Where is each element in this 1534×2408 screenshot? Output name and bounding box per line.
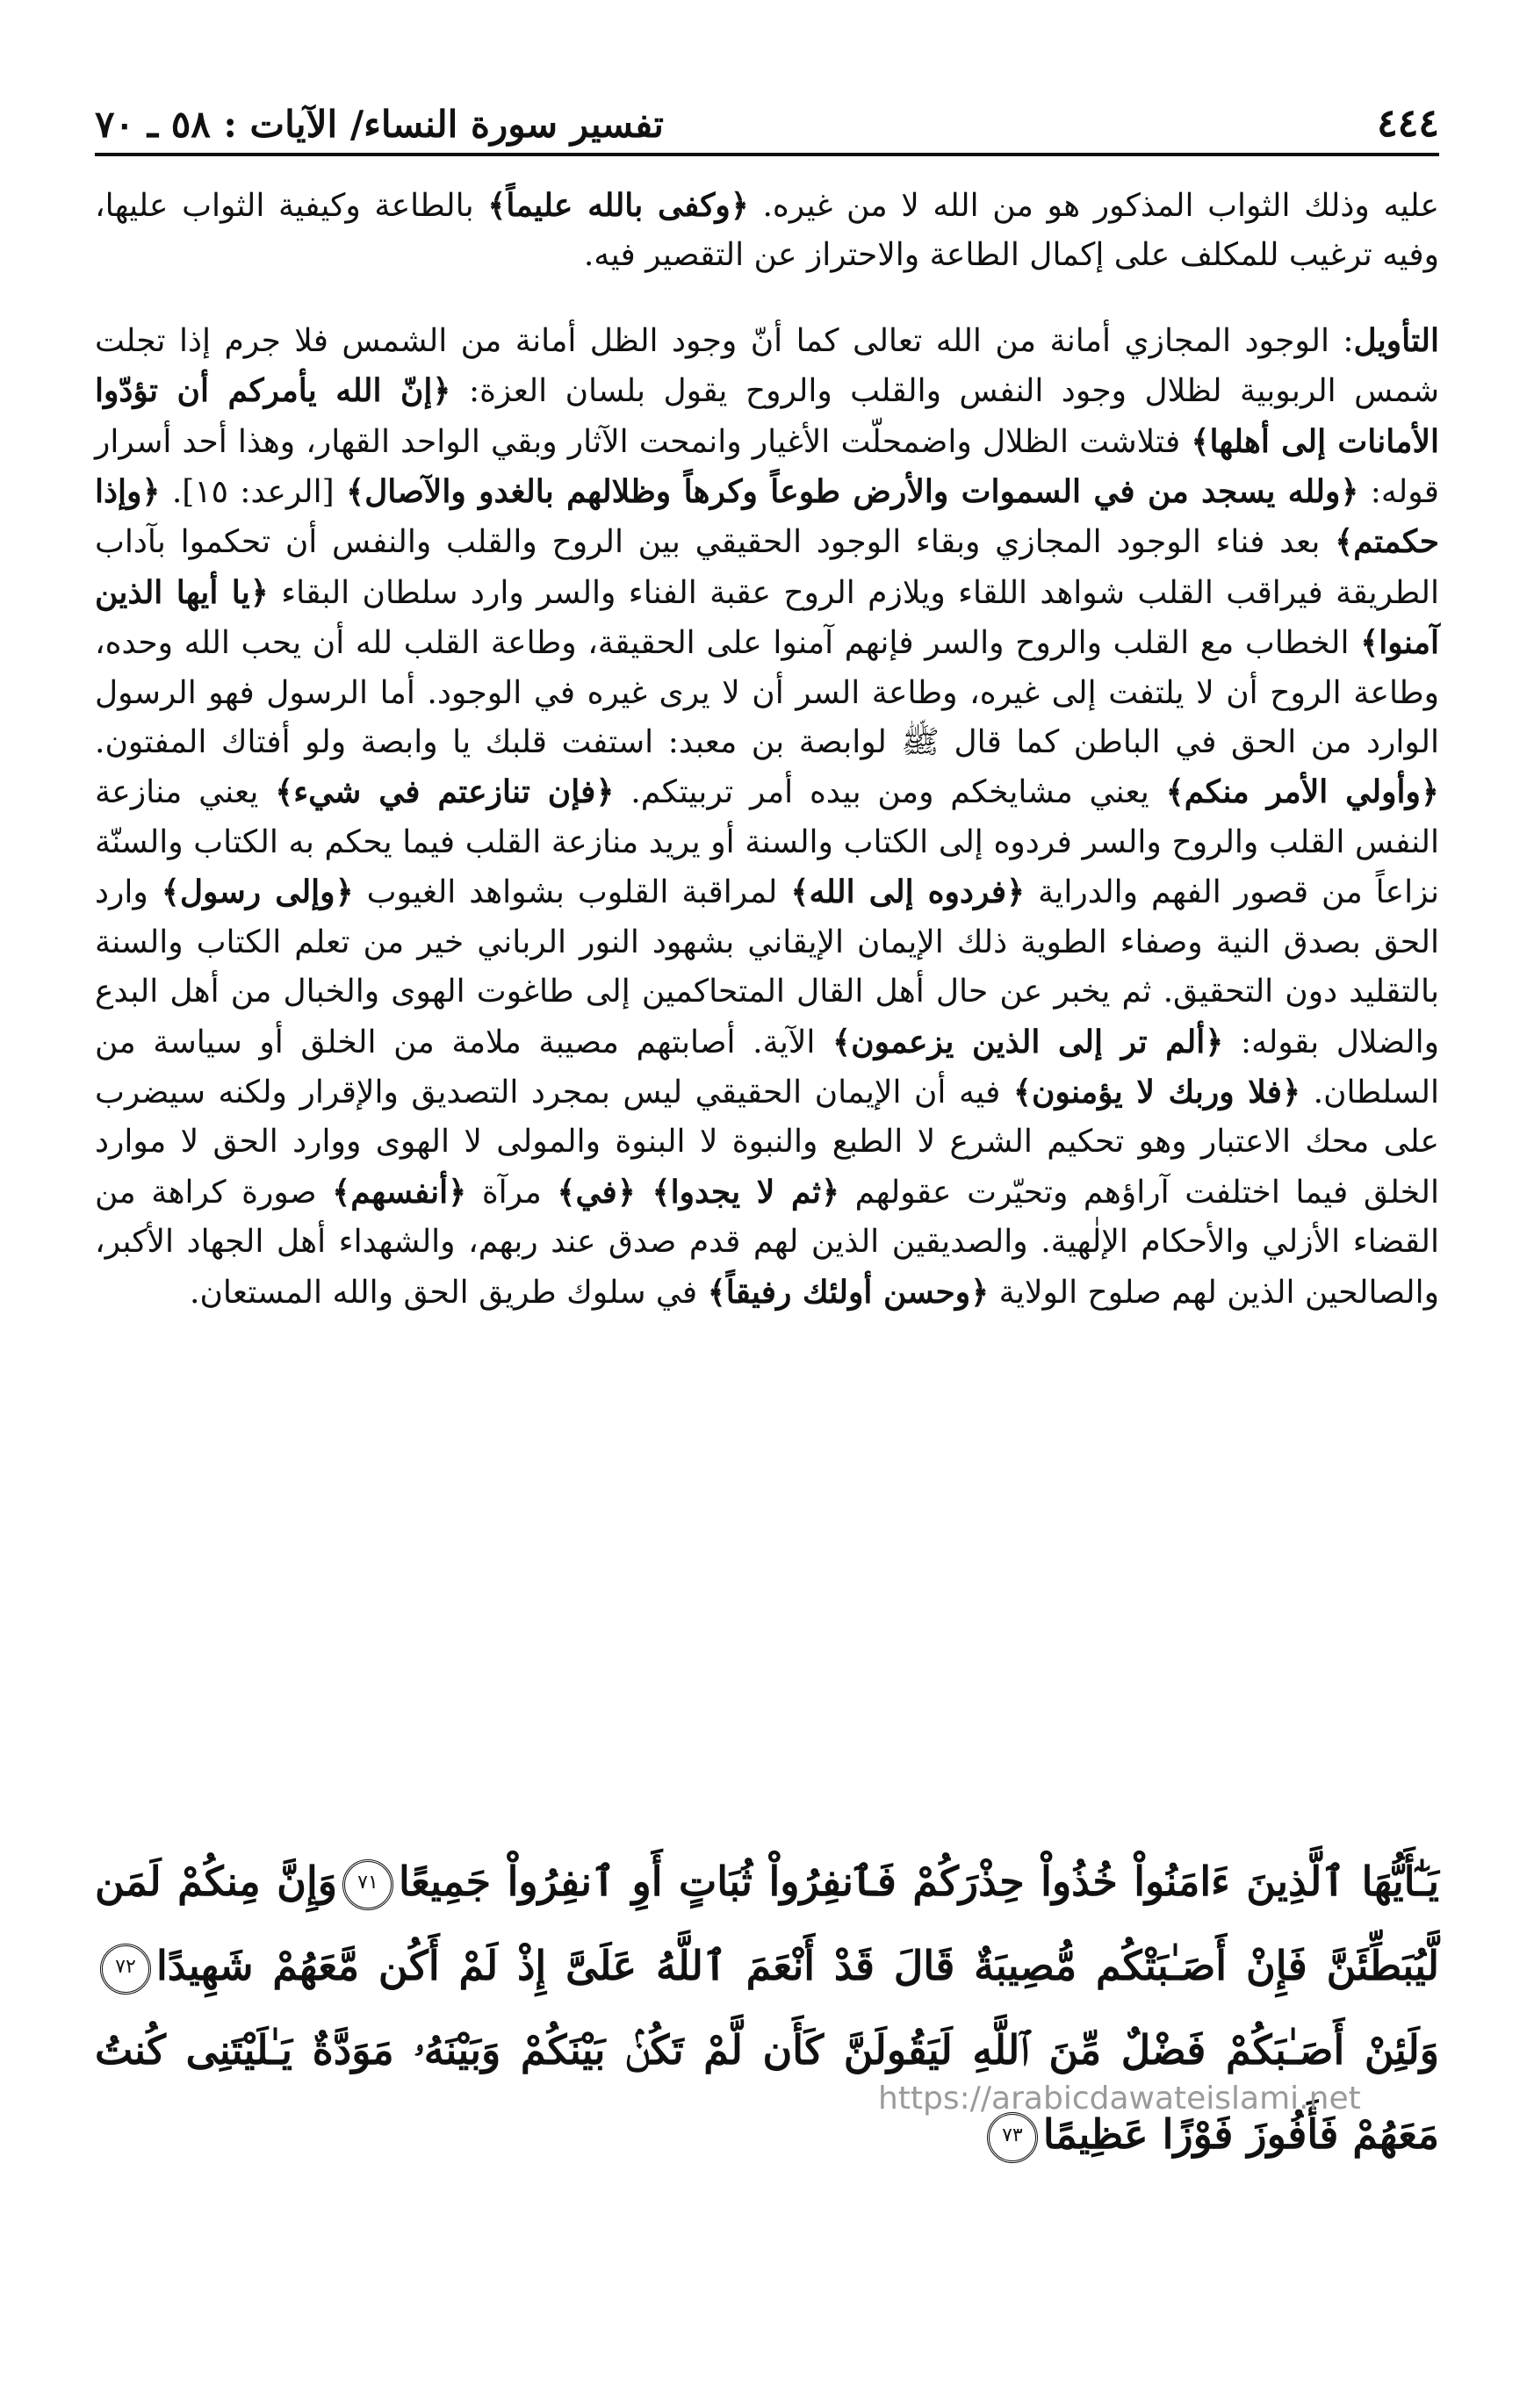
quran-quote: ﴿فإن تنازعتم في شيء﴾ [275,773,615,811]
ayah-71: يَـٰٓأَيُّهَا ٱلَّذِينَ ءَامَنُواْ خُذُواْ حِذْرَكُمْ فَٱنفِرُواْ ثُبَاتٍ أَوِ ٱنفِرُواْ جَمِيعًا [398,1858,1439,1905]
text-run: عليه وذلك الثواب المذكور هو من الله لا من غيره. [748,188,1440,224]
ayah-72: وَإِنَّ مِنكُمْ لَمَن لَّيُبَطِّئَنَّ فَإِنْ أَصَـٰبَتْكُم مُّصِيبَةٌ قَالَ قَدْ أَنْعَمَ ٱللَّهُ عَلَىَّ إِذْ لَمْ أَكُن مَّعَهُمْ شَهِيدًا [95,1858,1439,1989]
text-run: صورة كراهة من القضاء الأزلي والأحكام الإلٰهية. والصديقين الذين لهم قدم صدق عند ربهم، والشهداء أهل الجهاد الأكبر، والصالحين الذين لهم صلوح الولاية [95,1174,1439,1311]
quran-quote: ﴿فلا وربك لا يؤمنون﴾ [1012,1073,1301,1111]
text-run: الآية. أصابتهم مصيبة ملامة من الخلق أو سياسة من السلطان. [95,1024,1440,1111]
text-run: مرآة [466,1174,558,1211]
quran-quote: ﴿وإذا حكمتم﴾ [95,473,1439,561]
ayah-73: وَلَئِنْ أَصَـٰبَكُمْ فَضْلٌ مِّنَ ٱللَّهِ لَيَقُولَنَّ كَأَن لَّمْ تَكُنۢ بَيْنَكُمْ وَبَيْنَهُۥ مَوَدَّةٌ يَـٰلَيْتَنِى كُنتُ مَعَهُمْ فَأَفُوزَ فَوْزًا عَظِيمًا [95,2026,1439,2158]
text-run: في سلوك طريق الحق والله المستعان. [190,1274,708,1311]
quran-quote: ﴿ولله يسجد من في السموات والأرض طوعاً وكرهاً وظلالهم بالغدو والآصال﴾ [346,473,1359,511]
ayah-number-73: ٧٣ [987,2112,1038,2163]
quran-verses [95,1839,1439,2176]
text-run: فيه أن الإيمان الحقيقي ليس بمجرد التصديق والإقرار ولكنه سيضرب على محك الاعتبار وهو تحكيم الشرع لا الطبع والنبوة لا البنوة والمولى لا الهوى ووارد الحق لا موارد الخلق فيما اختلفت آراؤهم وتحيّرت عقولهم [95,1074,1439,1211]
quran-quote: ﴿وإلى رسول﴾ [161,873,354,911]
quran-quote: ﴿ثم لا يجدوا﴾ ﴿في﴾ [557,1173,840,1211]
paragraph-tawil [95,316,1439,1318]
text-run: : الوجود المجازي أمانة من الله تعالى كما أنّ وجود الظل أمانة من الشمس فلا جرم إذا تجلت شمس الربوبية لظلال وجود النفس والقلب والروح يقول بلسان العزة: [95,322,1439,410]
quran-quote: ﴿وحسن أولئك رفيقاً﴾ [707,1273,990,1311]
text-run: بالطاعة وكيفية الثواب عليها، وفيه ترغيب للمكلف على إكمال الطاعة والاحتراز عن التقصير فيه. [95,188,1439,274]
commentary-text [95,181,1439,1318]
quran-quote: ﴿ألم تر إلى الذين يزعمون﴾ [832,1023,1224,1060]
quran-quote: ﴿أنفسهم﴾ [332,1173,467,1211]
page-number: ٤٤٤ [1377,101,1439,146]
quran-quote: ﴿يا أيها الذين آمنوا﴾ [95,573,1439,662]
page-header [95,77,1439,156]
text-run: يعني منازعة النفس القلب والروح والسر فردوه إلى الكتاب والسنة أو يريد منازعة القلب فيما يحكم به الكتاب والسنّة نزاعاً من قصور الفهم والدراية [95,774,1440,911]
running-title: تفسير سورة النساء/ الآيات : ٥٨ ـ ٧٠ [95,103,664,146]
text-run: وارد الحق بصدق النية وصفاء الطوية ذلك الإيمان الإيقاني بشهود النور الرباني خير من تعلم الكتاب والسنة بالتقليد دون التحقيق. ثم يخبر عن حال أهل القال المتحاكمين إلى طاغوت الهوى والخبال من أهل البدع والضلال بقوله: [95,874,1439,1060]
verses-71-73 [95,1839,1439,2176]
watermark-url: https://arabicdawateislami.net [878,2081,1361,2117]
text-run: [الرعد: ١٥]. [160,474,347,511]
quran-quote: ﴿وأولي الأمر منكم﴾ [1165,773,1439,811]
quran-quote: ﴿وكفى بالله عليماً﴾ [487,187,749,224]
text-run: لمراقبة القلوب بشواهد الغيوب [353,874,791,911]
text-run: يعني مشايخكم ومن بيده أمر تربيتكم. [614,774,1166,811]
quran-quote: ﴿فردوه إلى الله﴾ [790,873,1026,911]
ayah-number-72: ٧٢ [100,1944,151,1995]
section-label: التأويل [1353,321,1439,359]
text-run: بعد فناء الوجود المجازي وبقاء الوجود الحقيقي بين الروح والقلب والنفس أن تحكموا بآداب الطريقة فيراقب القلب شواهد اللقاء ويلازم الروح عقبة الفناء والسر وارد سلطان البقاء [95,524,1440,611]
quran-quote: ﴿إنّ الله يأمركم أن تؤدّوا الأمانات إلى أهلها﴾ [95,372,1439,460]
text-run: فتلاشت الظلال واضمحلّت الأغيار وانمحت الآثار وبقي الواحد القهار، وهذا أحد أسرار قوله: [95,423,1440,511]
text-run: الخطاب مع القلب والروح والسر فإنهم آمنوا على الحقيقة، وطاعة القلب لله أن يحب الله وحده، وطاعة الروح أن لا يلتفت إلى غيره، وطاعة السر أن لا يرى غيره في الوجود. أما الرسول فهو الرسول الوارد من الحق في الباطن كما قال ﷺ لوابصة بن معبد: استفت قلبك يا وابصة ولو أفتاك المفتون. [95,625,1439,761]
ayah-number-71: ٧١ [342,1859,393,1910]
paragraph-1 [95,181,1439,281]
